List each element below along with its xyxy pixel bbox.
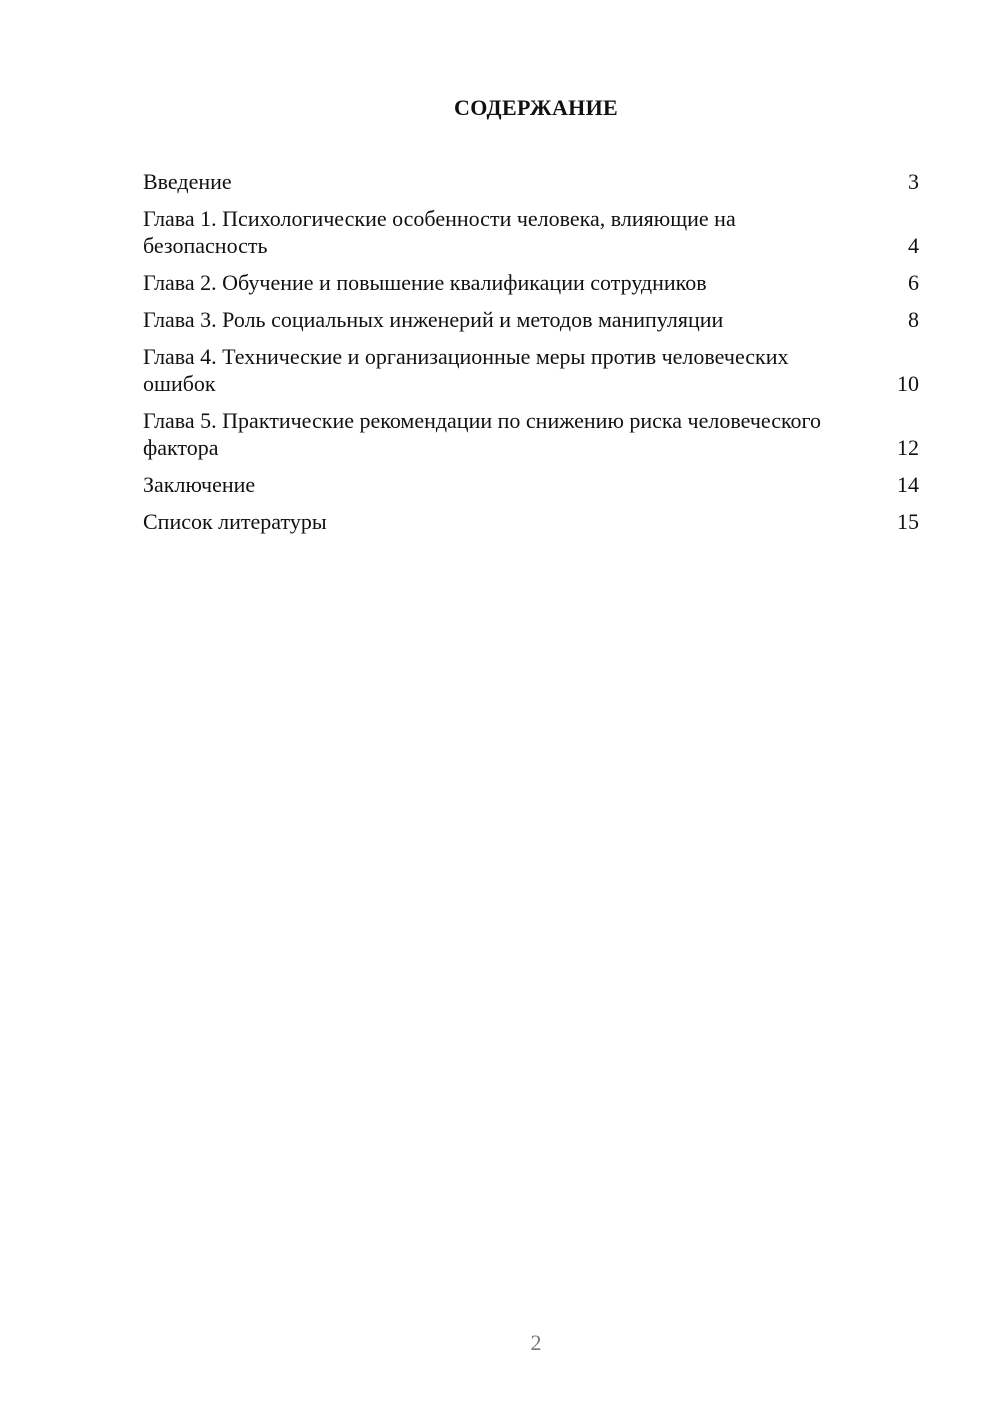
table-of-contents bbox=[143, 168, 919, 545]
toc-entry-title: Глава 5. Практические рекомендации по снижению риска человеческого фактора bbox=[143, 408, 822, 460]
toc-entry-references[interactable] bbox=[143, 508, 919, 535]
page-title: СОДЕРЖАНИЕ bbox=[454, 95, 618, 120]
toc-entry-chapter-5[interactable] bbox=[143, 407, 919, 461]
toc-entry-page: 3 bbox=[908, 169, 919, 194]
toc-entry-chapter-3[interactable] bbox=[143, 306, 919, 333]
toc-entry-title: Глава 3. Роль социальных инженерий и методов манипуляции bbox=[143, 307, 724, 332]
toc-entry-chapter-4[interactable] bbox=[143, 343, 919, 397]
toc-entry-page: 8 bbox=[908, 307, 919, 332]
toc-entry-page: 15 bbox=[897, 509, 919, 534]
toc-entry-title: Глава 1. Психологические особенности человека, влияющие на безопасность bbox=[143, 206, 736, 258]
toc-entry-introduction[interactable] bbox=[143, 168, 919, 195]
toc-entry-page: 10 bbox=[897, 371, 919, 396]
toc-entry-chapter-2[interactable] bbox=[143, 269, 919, 296]
toc-entry-title: Введение bbox=[143, 169, 232, 194]
page-number: 2 bbox=[530, 1330, 542, 1355]
toc-entry-page: 6 bbox=[908, 270, 919, 295]
toc-entry-title: Глава 2. Обучение и повышение квалификации сотрудников bbox=[143, 270, 707, 295]
toc-entry-title: Глава 4. Технические и организационные меры против человеческих ошибок bbox=[143, 344, 789, 396]
toc-entry-chapter-1[interactable] bbox=[143, 205, 919, 259]
toc-entry-title: Список литературы bbox=[143, 509, 327, 534]
toc-entry-title: Заключение bbox=[143, 472, 256, 497]
toc-entry-page: 12 bbox=[897, 435, 919, 460]
toc-entry-page: 14 bbox=[897, 472, 919, 497]
toc-entry-page: 4 bbox=[908, 233, 919, 258]
toc-entry-conclusion[interactable] bbox=[143, 471, 919, 498]
